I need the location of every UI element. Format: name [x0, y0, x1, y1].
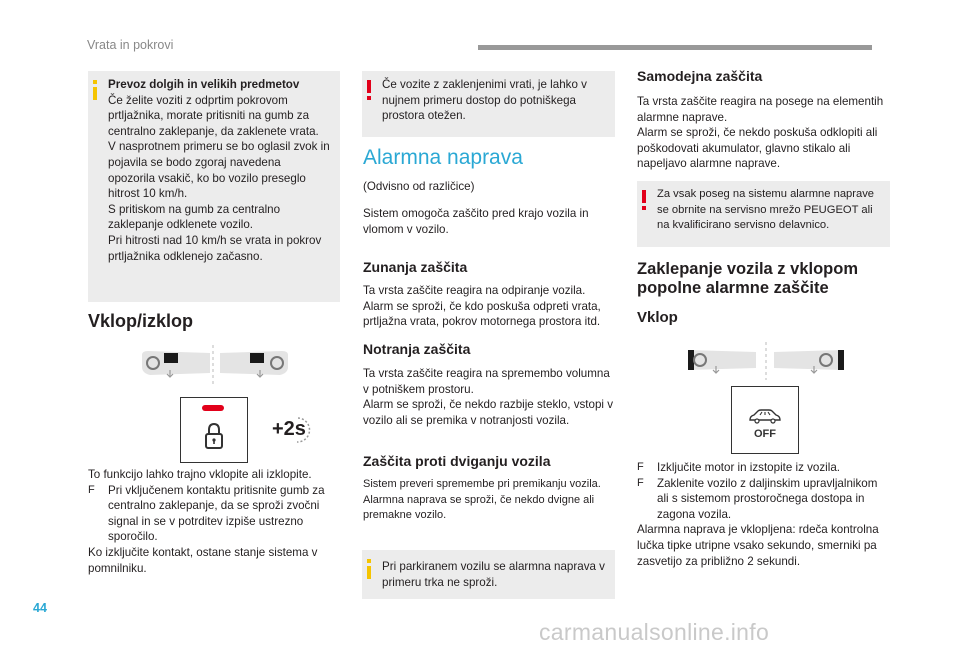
header-section-title: Vrata in pokrovi	[87, 38, 174, 52]
alarm-active-text: Alarmna naprava je vklopljena: rdeča kontrolna lučka tipke utripne vsako sekundo, smerniki pa zasvetijo za približno 2 sekundi.	[637, 523, 879, 568]
text-dviganje: Sistem preveri spremembe pri premikanju vozila. Alarmna naprava se sproži, če nekdo dvigne ali premakne vozilo.	[363, 478, 601, 522]
hold-2s-badge	[270, 415, 316, 445]
central-lock-button[interactable]	[180, 397, 248, 463]
text-samodejna: Ta vrsta zaščite reagira na posege na elementih alarmne naprave. Alarm se sproži, če nekdo poskuša odklopiti ali poškodovati akumulator, glavno stikalo ali napeljavo alarmne naprave.	[637, 95, 884, 171]
bullet-icon: F	[88, 483, 95, 496]
alarm-title: Alarmna naprava	[363, 146, 523, 169]
info-box-parked	[362, 550, 615, 599]
heading-zaklepanje-alarm: Zaklepanje vozila z vklopom popolne alarmne zaščite	[637, 260, 858, 297]
car-alarm-icon	[747, 406, 783, 424]
alarm-version-note: (Odvisno od različice)	[363, 180, 475, 193]
heading-vklop: Vklop	[637, 309, 678, 326]
vklop-intro: To funkcijo lahko trajno vklopite ali izklopite.	[88, 468, 312, 481]
button-indicator-led	[202, 405, 224, 411]
alarm-intro: Sistem omogoča zaščito pred krajo vozila in vlomom v vozilo.	[363, 207, 589, 236]
info-box-transport	[88, 71, 340, 302]
heading-dviganje: Zaščita proti dviganju vozila	[363, 453, 551, 469]
off-label: OFF	[754, 428, 776, 440]
watermark: carmanualsonline.info	[539, 619, 770, 645]
warning-box-service	[637, 181, 890, 247]
info-box-title: Prevoz dolgih in velikih predmetov	[108, 78, 300, 91]
padlock-icon	[204, 422, 224, 450]
text-notranja: Ta vrsta zaščite reagira na spremembo volumna v potniškem prostoru. Alarm se sproži, če nekdo razbije steklo, vstopi v vozilo ali se premika v notranjosti vozila.	[363, 367, 614, 427]
hold-2s-label: +2s	[272, 418, 306, 440]
list-item: F Izključite motor in izstopite iz vozila.	[637, 461, 840, 474]
section-heading-vklop-izklop: Vklop/izklop	[88, 311, 194, 331]
warning-box-text: Če vozite z zaklenjenimi vrati, je lahko v nujnem primeru dostop do potniškega prostora otežen.	[382, 78, 587, 123]
page-number: 44	[33, 601, 47, 615]
info-box-text: Če želite voziti z odprtim pokrovom prtljažnika, morate pritisniti na gumb za centralno zaklepanje, da zaklenete vrata. V nasprotnem primeru se bo oglasil zvok in pojavila se bodo zgoraj navedena opozorila vsakič, ko bo vozilo preseglo hitrost 10 km/h. S pritiskom na gumb za centralno zaklepanje odklenete vozilo. Pri hitrosti nad 10 km/h se vrata in pokrov prtljažnika odklenejo začasno.	[108, 93, 330, 263]
info-box-parked-text: Pri parkiranem vozilu se alarmna naprava v primeru trka ne sproži.	[382, 560, 605, 589]
warning-box-locked-doors	[362, 71, 615, 137]
vklop-outro: Ko izključite kontakt, ostane stanje sistema v pomnilniku.	[88, 545, 318, 575]
heading-samodejna: Samodejna zaščita	[637, 68, 763, 84]
list-item: F Pri vključenem kontaktu pritisnite gumb za centralno zaklepanje, da se sproži zvočni signal in se v potrditev izpiše ustrezno sporočilo.	[88, 483, 325, 544]
warning-box-service-text: Za vsak poseg na sistemu alarmne naprave se obrnite na servisno mrežo PEUGEOT ali na kvalificirano servisno delavnico.	[657, 188, 875, 232]
list-item: F Zaklenite vozilo z daljinskim upravljalnikom ali s sistemom prostoročnega dostopa in zagona vozila.	[637, 476, 878, 521]
heading-notranja: Notranja zaščita	[363, 341, 471, 357]
bullet-icon: F	[637, 461, 644, 473]
text-zunanja: Ta vrsta zaščite reagira na odpiranje vozila. Alarm se sproži, če kdo poskuša odpreti vrata, prtljažna vrata, pokrov motornega prostora itd.	[363, 284, 601, 329]
header-rule	[478, 45, 872, 50]
car-door-lock-illustration	[140, 343, 290, 385]
alarm-off-button[interactable]	[731, 386, 799, 454]
heading-zunanja: Zunanja zaščita	[363, 259, 468, 275]
bullet-icon: F	[637, 476, 644, 489]
car-remote-lock-illustration	[686, 340, 846, 380]
